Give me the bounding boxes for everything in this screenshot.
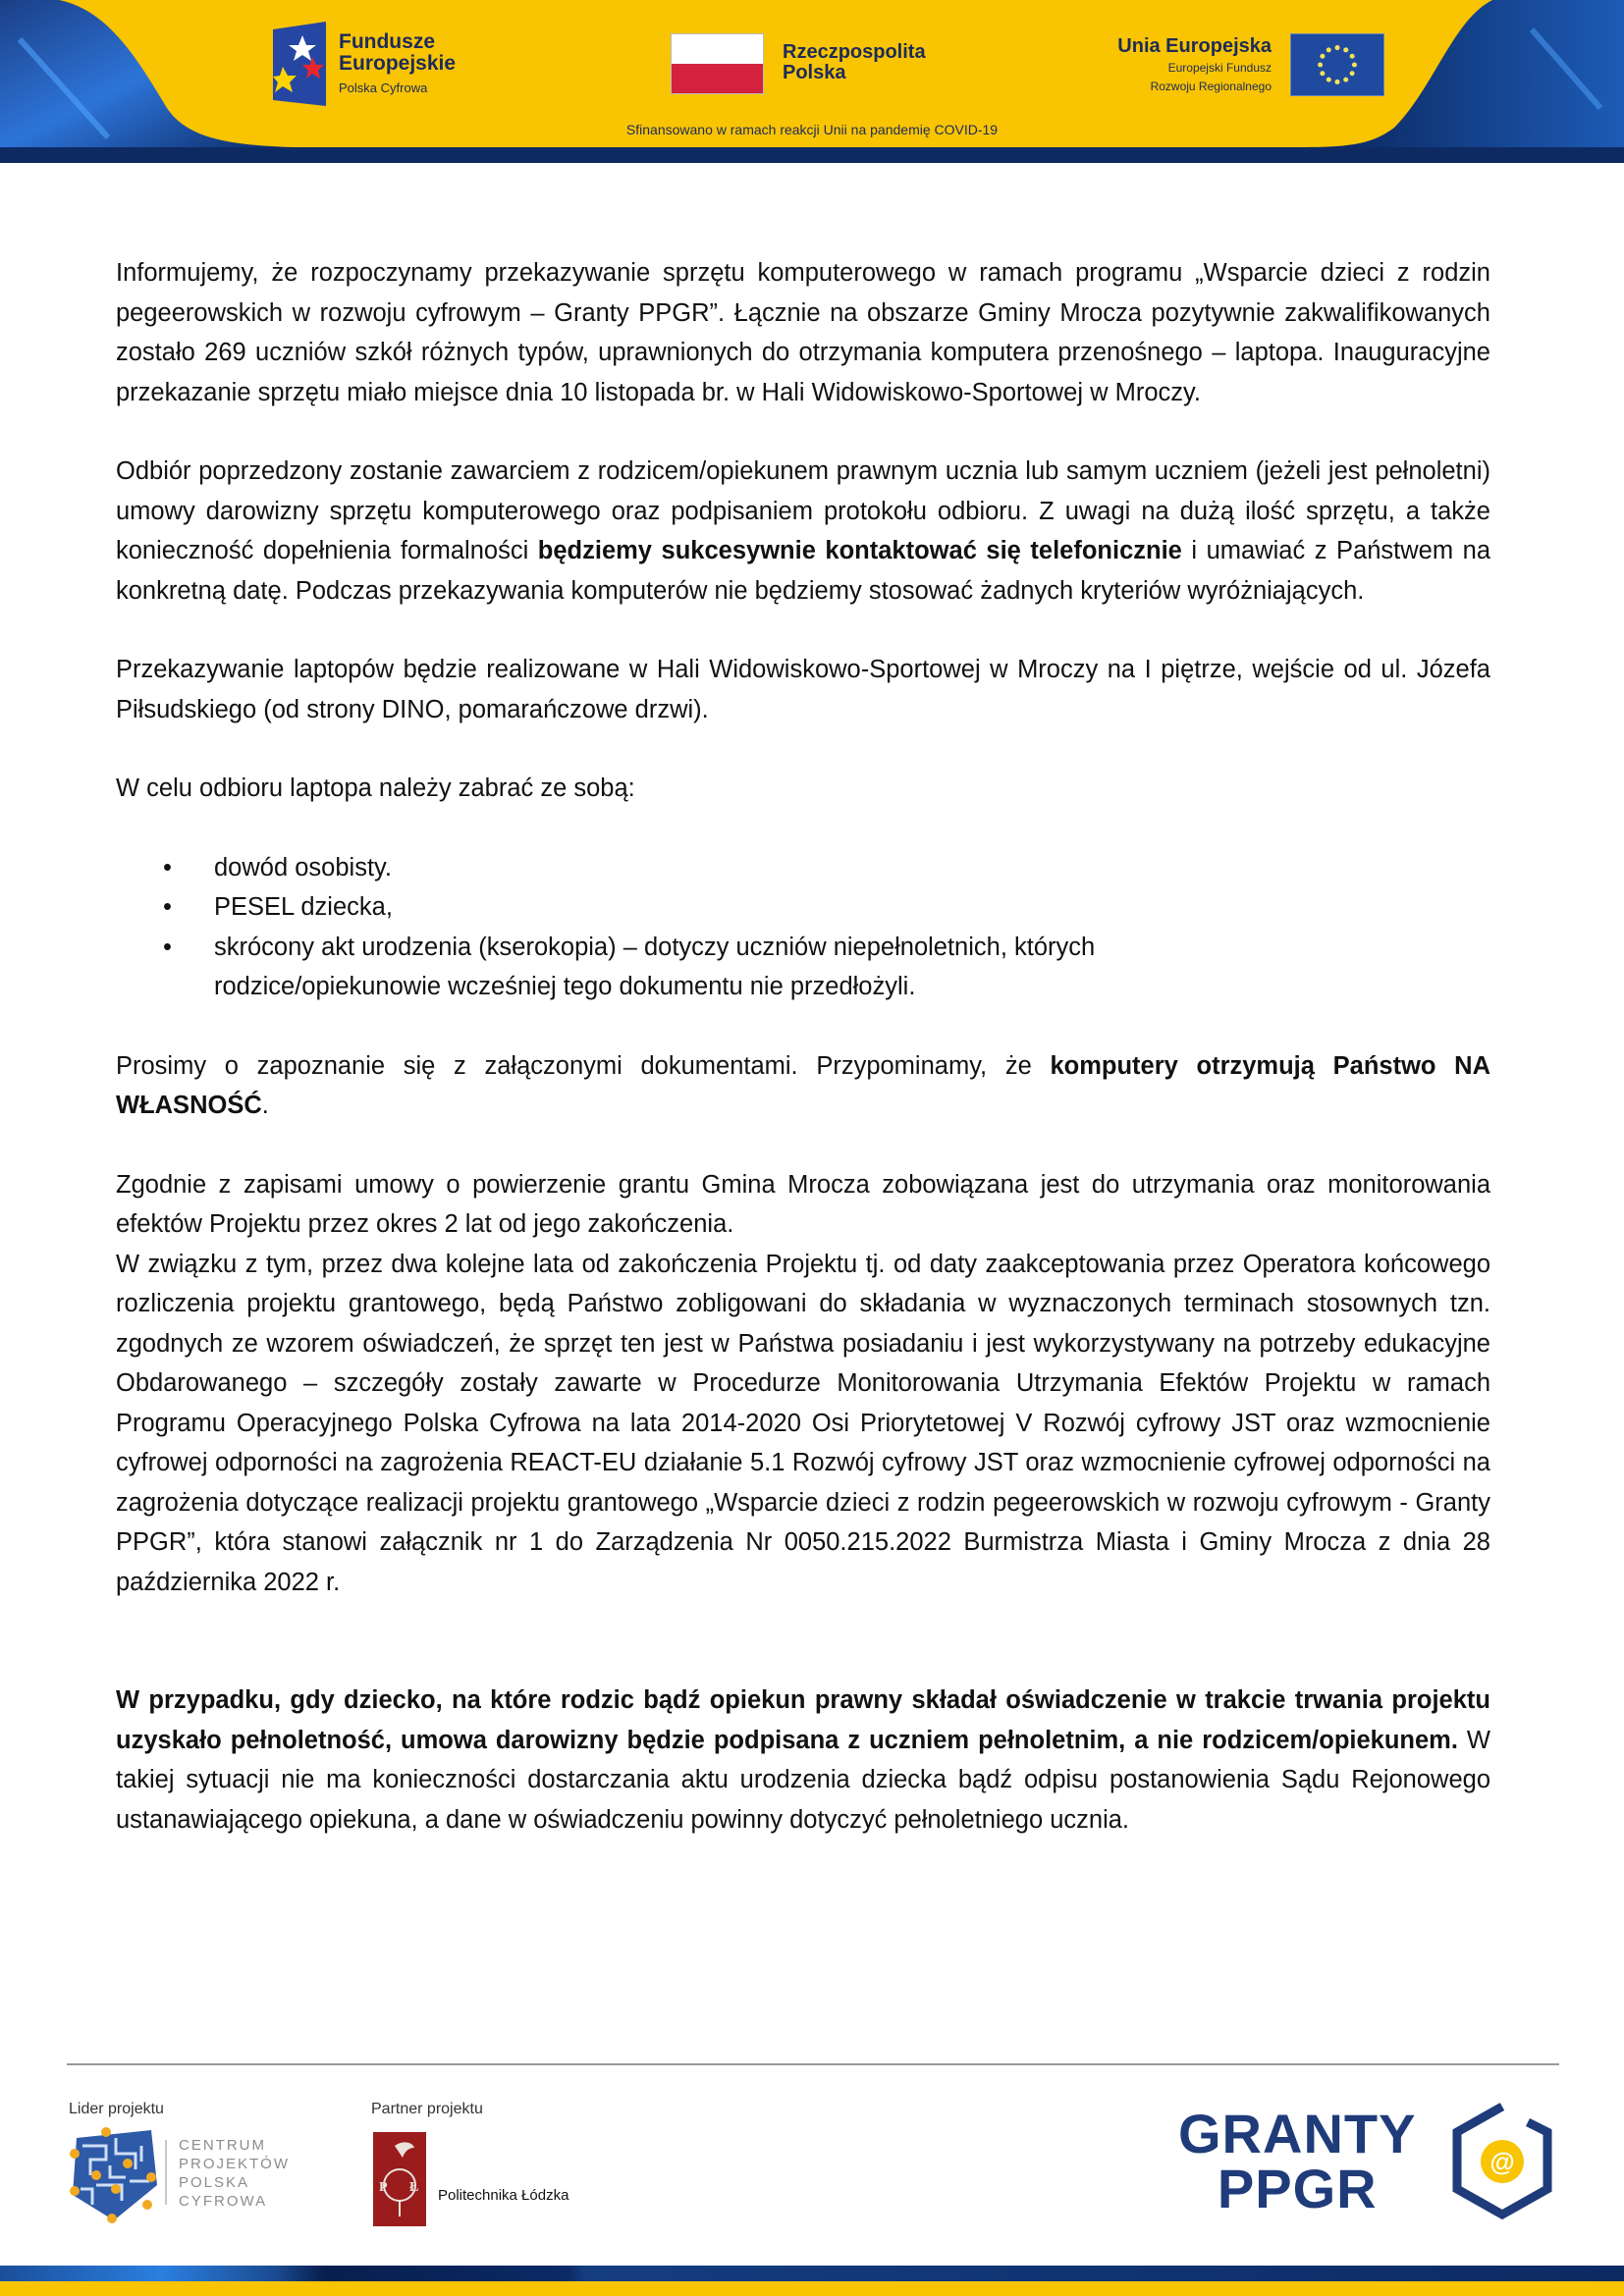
unia-europejska-logo: [1117, 35, 1272, 94]
fe-title-line1: Fundusze: [339, 30, 435, 53]
politechnika-lodzka-emblem-icon: [373, 2132, 426, 2226]
required-documents-list: [116, 848, 1490, 1007]
cppc-logo-divider: [165, 2140, 167, 2205]
p2-text-after: i umawiać z Państwem na konkretną datę. Podczas przekazywania komputerów nie będziemy stosować żadnych kryteriów wyróżniających.: [116, 537, 1491, 605]
list-item: [163, 848, 1490, 888]
paragraph-monitoring-obligation: Zgodnie z zapisami umowy o powierzenie grantu Gmina Mrocza zobowiązana jest do utrzymania oraz monitorowania efektów Projektu przez okres 2 lat od jego zakończenia.: [116, 1170, 1490, 1238]
p8-bold-adult-student: W przypadku, gdy dziecko, na które rodzic bądź opiekun prawny składał oświadczenie w trakcie trwania projektu uzyskało pełnoletność, umowa darowizny będzie podpisana z uczniem pełnoletnim, a nie rodzicem/opiekunem.: [116, 1686, 1490, 1754]
p5-text-after: .: [261, 1092, 269, 1119]
paragraph-adult-student: [116, 1681, 1490, 1840]
fe-subtitle: Polska Cyfrowa: [339, 80, 428, 95]
list-item-text: PESEL dziecka,: [214, 893, 393, 921]
footer-yellow-stripe: [0, 2281, 1624, 2296]
footer-band: [0, 2266, 1624, 2296]
centrum-projektow-polska-cyfrowa-maze-icon: [67, 2126, 161, 2224]
ue-title: Unia Europejska: [1117, 35, 1272, 57]
politechnika-lodzka-name: Politechnika Łódzka: [438, 2187, 569, 2204]
centrum-projektow-polska-cyfrowa-logo-text: [179, 2136, 290, 2211]
fundusze-europejskie-flag-icon: [273, 22, 326, 106]
cppc-line: PROJEKTÓW: [179, 2156, 291, 2172]
cppc-line: CYFROWA: [179, 2193, 268, 2210]
p2-text-before: Odbiór poprzedzony zostanie zawarciem z rodzicem/opiekunem prawnym ucznia lub samym uczniem (jeżeli jest pełnoletni) umowy darowizny sprzętu komputerowego oraz podpisaniem protokołu odbioru. Z uwagi na dużą ilość sprzętu, a także konieczność dopełnienia formalności: [116, 457, 1490, 564]
header-banner: [0, 0, 1624, 163]
polish-flag-icon: [671, 33, 764, 94]
paragraph-monitoring-details: W związku z tym, przez dwa kolejne lata od zakończenia Projektu tj. od daty zaakceptowania przez Operatora końcowego rozliczenia projektu grantowego, będą Państwo zobligowani do składania w wyznaczonych terminach stosownych tzn. zgodnych ze wzorem oświadczeń, że sprzęt ten jest w Państwa posiadaniu i jest wykorzystywany na potrzeby edukacyjne Obdarowanego – szczegóły zostały zawarte w Procedurze Monitorowania Utrzymania Efektów Projektu w ramach Programu Operacyjnego Polska Cyfrowa na lata 2014-2020 Osi Priorytetowej V Rozwój cyfrowy JST oraz wzmocnienie cyfrowej odporności na zagrożenia REACT-EU działanie 5.1 Rozwój cyfrowy JST oraz wzmocnienie cyfrowej odporności na zagrożenia dotyczące realizacji projektu grantowego „Wsparcie dzieci z rodzin pegeerowskich w rozwoju cyfrowym - Granty PPGR”, która stanowi załącznik nr 1 do Zarządzenia Nr 0050.215.2022 Burmistrza Miasta i Gminy Mrocza z dnia 28 października 2022 r.: [116, 1250, 1490, 1596]
at-glyph: @: [1489, 2147, 1515, 2176]
bullet-icon: •: [163, 853, 172, 881]
granty-ppgr-hexagon-at-icon: [1447, 2101, 1557, 2222]
footer-blue-stripe: [0, 2266, 1624, 2281]
paragraph-documents-intro: W celu odbioru laptopa należy zabrać ze sobą:: [116, 774, 635, 802]
paragraph-intro: Informujemy, że rozpoczynamy przekazywanie sprzętu komputerowego w ramach programu „Wsparcie dzieci z rodzin pegeerowskich w rozwoju cyfrowym – Granty PPGR”. Łącznie na obszarze Gminy Mrocza pozytywnie zakwalifikowanych zostało 269 uczniów szkół różnych typów, uprawnionych do otrzymania komputera przenośnego – laptopa. Inauguracyjne przekazanie sprzętu miało miejsce dnia 10 listopada br. w Hali Widowiskowo-Sportowej w Mroczy.: [116, 259, 1490, 406]
flag-white-stripe: [672, 34, 763, 64]
ue-sub-line1: Europejski Fundusz: [1167, 61, 1272, 75]
list-item-text: dowód osobisty.: [214, 853, 392, 881]
p5-bold-ownership: komputery otrzymują Państwo NA WŁASNOŚĆ: [116, 1051, 1490, 1119]
paragraph-ownership: [116, 1046, 1490, 1126]
project-leader-label: Lider projektu: [69, 2101, 164, 2117]
svg-text:Ł: Ł: [409, 2180, 419, 2195]
bullet-icon: •: [163, 893, 172, 921]
p8-text-after: W takiej sytuacji nie ma konieczności dostarczania aktu urodzenia dziecka bądź odpisu postanowienia Sądu Rejonowego ustanawiającego opiekuna, a dane w oświadczeniu powinny dotyczyć pełnoletniego ucznia.: [116, 1726, 1490, 1834]
paragraph-location: Przekazywanie laptopów będzie realizowane w Hali Widowiskowo-Sportowej w Mroczy na I piętrze, wejście od ul. Józefa Piłsudskiego (od strony DINO, pomarańczowe drzwi).: [116, 656, 1490, 723]
svg-text:P: P: [379, 2180, 388, 2195]
granty-line1: GRANTY: [1178, 2103, 1417, 2164]
document-body: [116, 253, 1490, 1840]
footer-divider: [67, 2063, 1559, 2065]
list-item-text: skrócony akt urodzenia (kserokopia) – dotyczy uczniów niepełnoletnich, których rodzice/opiekunowie wcześniej tego dokumentu nie przedłożyli.: [214, 933, 1096, 1000]
rzeczpospolita-polska-logo: [783, 42, 926, 83]
list-item: [163, 928, 1490, 1007]
rp-line2: Polska: [783, 62, 846, 83]
p5-text-before: Prosimy o zapoznanie się z załączonymi dokumentami. Przypominamy, że: [116, 1051, 1051, 1080]
fundusze-europejskie-logo: [339, 31, 456, 97]
flag-red-stripe: [672, 64, 763, 93]
list-item: [163, 887, 1490, 928]
cppc-line: CENTRUM: [179, 2137, 266, 2154]
granty-ppgr-logo-text: [1178, 2103, 1417, 2219]
cppc-line: POLSKA: [179, 2174, 250, 2191]
granty-line2: PPGR: [1217, 2158, 1378, 2219]
fe-title-line2: Europejskie: [339, 52, 457, 75]
paragraph-pickup-agreement: [116, 452, 1490, 611]
rp-line1: Rzeczpospolita: [783, 41, 926, 63]
eu-flag-icon: [1290, 33, 1384, 96]
ue-sub-line2: Rozwoju Regionalnego: [1150, 80, 1272, 93]
bullet-icon: •: [163, 933, 172, 961]
project-partner-label: Partner projektu: [371, 2101, 483, 2117]
funding-note: Sfinansowano w ramach reakcji Unii na pandemię COVID-19: [625, 122, 999, 137]
p2-bold-phone-contact: będziemy sukcesywnie kontaktować się telefonicznie: [537, 537, 1182, 564]
